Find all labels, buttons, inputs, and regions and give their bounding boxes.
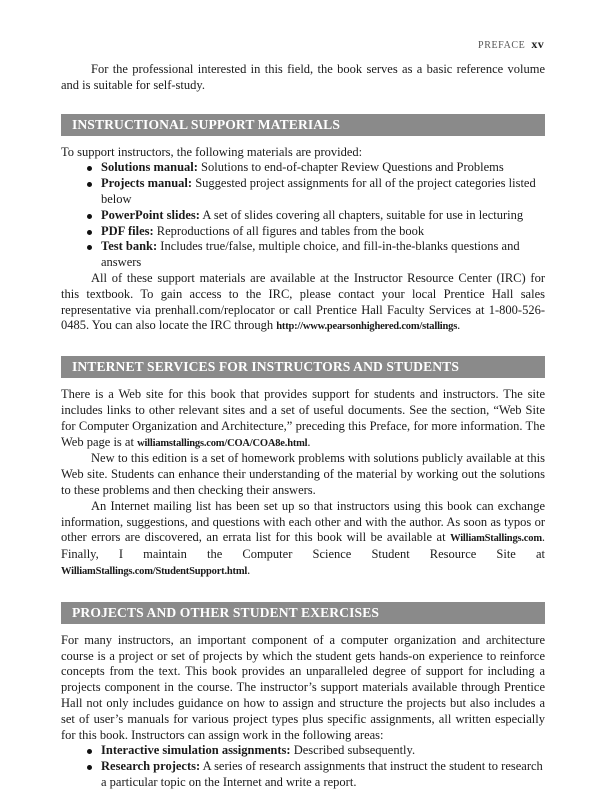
list-item-text: A set of slides covering all chapters, suitable for use in lecturing: [202, 207, 524, 222]
list-item: [87, 224, 545, 240]
website-paragraph: [61, 387, 545, 451]
page-number: xv: [531, 37, 544, 51]
support-materials-list: [61, 160, 545, 271]
irc-paragraph: [61, 271, 545, 335]
irc-end: .: [457, 318, 461, 333]
list-item-label: Solutions manual:: [101, 160, 198, 175]
section-heading-instructional-support: INSTRUCTIONAL SUPPORT MATERIALS: [61, 114, 545, 136]
website-text: There is a Web site for this book that provides support for students and instructors. The site includes links to other relevant sites and a set of useful documents. See the section, “Web Site for Computer Organization and Architecture,” preceding this Preface, for more information. The Web page is at: [61, 387, 545, 449]
williamstallings-link[interactable]: WilliamStallings.com: [450, 533, 542, 545]
list-item-label: Test bank:: [101, 239, 158, 254]
coa-web-page-link[interactable]: williamstallings.com/COA/COA8e.html: [137, 437, 308, 449]
mailing-list-paragraph: [61, 499, 545, 580]
list-item-text: A series of research assignments that instruct the student to research a particular topic on the Internet and write a report.: [101, 759, 543, 789]
list-item: [87, 743, 545, 759]
list-item-text: Includes true/false, multiple choice, and fill-in-the-blanks questions and answers: [101, 239, 520, 270]
irc-text: All of these support materials are available at the Instructor Resource Center (IRC) for this textbook. To gain access to the IRC, please contact your local Prentice Hall sales representative via prenhall.com/replocator or call Prentice Hall Faculty Services at 1-800-526-0485. You can also locate the IRC through: [61, 270, 545, 333]
section1-lead: To support instructors, the following materials are provided:: [61, 144, 363, 159]
list-item-text: Reproductions of all figures and tables from the book: [156, 223, 425, 238]
pearson-link[interactable]: http://www.pearsonhighered.com/stallings: [276, 321, 458, 333]
list-item: [87, 208, 545, 224]
mailing-list-mid: . Finally, I maintain the Computer Science Student Resource Site at: [61, 530, 545, 562]
list-item-label: Projects manual:: [101, 176, 193, 191]
intro-paragraph: For the professional interested in this field, the book serves as a basic reference volume and is suitable for self-study.: [61, 62, 545, 92]
running-title: PREFACE: [478, 40, 526, 51]
list-item: [87, 239, 545, 271]
list-item-text: Suggested project assignments for all of the project categories listed below: [101, 176, 536, 206]
page-content: [61, 62, 545, 791]
list-item-label: PDF files:: [101, 223, 154, 238]
website-end: .: [307, 434, 311, 449]
project-areas-list: [61, 743, 545, 790]
list-item-label: Research projects:: [101, 759, 201, 774]
mailing-list-text: An Internet mailing list has been set up so that instructors using this book can exchange information, suggestions, and questions with each other and with the author. As soon as typos or other errors are discovered, an errata list for this book will be available at: [61, 498, 545, 545]
student-support-link[interactable]: WilliamStallings.com/StudentSupport.html: [61, 565, 248, 577]
list-item: [87, 160, 545, 176]
mailing-list-end: .: [247, 562, 251, 577]
list-item-label: PowerPoint slides:: [101, 207, 200, 222]
homework-paragraph: New to this edition is a set of homework problems with solutions publicly available at this Web site. Students can enhance their understanding of the material by working out the solutions to these problems and then checking their answers.: [61, 451, 545, 497]
section-heading-projects: PROJECTS AND OTHER STUDENT EXERCISES: [61, 602, 545, 624]
running-header: [478, 37, 544, 52]
list-item-text: Described subsequently.: [293, 743, 416, 758]
list-item-label: Interactive simulation assignments:: [101, 743, 291, 758]
section-heading-internet-services: INTERNET SERVICES FOR INSTRUCTORS AND STUDENTS: [61, 356, 545, 378]
list-item-text: Solutions to end-of-chapter Review Questions and Problems: [201, 160, 504, 175]
list-item: [87, 759, 545, 791]
projects-paragraph: For many instructors, an important component of a computer organization and architecture course is a project or set of projects by which the student gets hands-on experience to reinforce concepts from the text. This book provides an unparalleled degree of support for including a projects component in the course. The instructor’s support materials available through Prentice Hall not only includes guidance on how to assign and structure the projects but also includes a set of user’s manuals for various project types plus specific assignments, all written especially for this book. Instructors can assign work in the following areas:: [61, 632, 545, 742]
list-item: [87, 176, 545, 208]
